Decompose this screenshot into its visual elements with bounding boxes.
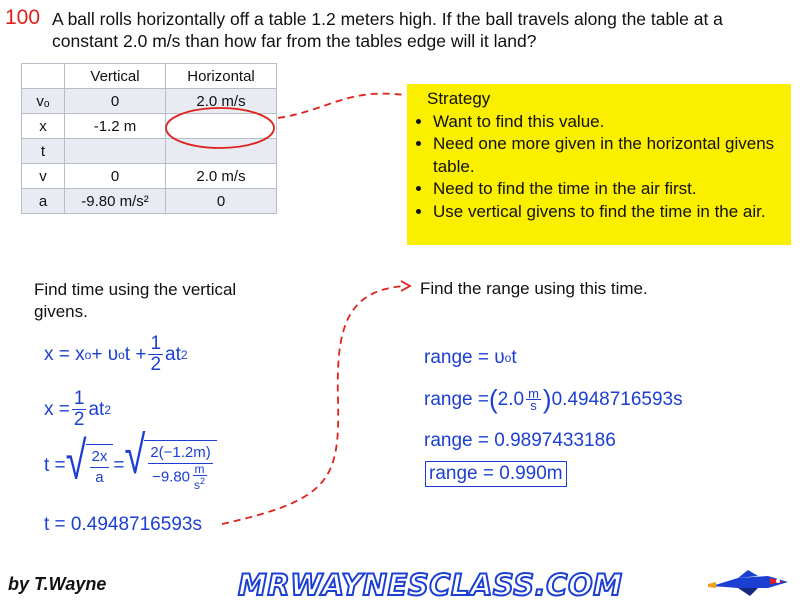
eq-subscript: o (504, 351, 512, 365)
vertical-cell: 0 (65, 89, 166, 114)
eq-subscript: o (118, 347, 125, 362)
kinematic-equation (44, 334, 188, 375)
eq-text: x = (44, 398, 70, 420)
time-result: t = 0.4948716593s (44, 514, 202, 535)
highlight-ellipse (164, 106, 276, 150)
problem-text: A ball rolls horizontally off a table 1.2 meters high. If the ball travels along the table at a constant 2.0 m/s than how far from the tables edge will it land? (52, 9, 723, 51)
half-fraction (72, 389, 87, 430)
boxed-answer: range = 0.990m (425, 461, 567, 487)
numerator: 1 (73, 388, 85, 409)
range-value: range = 0.9897433186 (424, 430, 616, 451)
range-answer (425, 461, 567, 487)
sqrt-expression (65, 431, 114, 491)
eq-text: t = (44, 454, 66, 476)
vertical-cell (65, 139, 166, 164)
horizontal-cell: 2.0 m/s (166, 89, 277, 114)
unit-fraction (526, 388, 541, 411)
strategy-bullet: • Use vertical givens to find the time in the air. (433, 201, 783, 224)
strategy-title: Strategy (427, 89, 491, 108)
table-row (22, 164, 277, 189)
exponent: 2 (200, 476, 206, 486)
eq-text: at (88, 398, 105, 420)
radical-sign: √ (65, 431, 87, 491)
strategy-bullet: • Need to find the time in the air first. (433, 178, 783, 201)
half-fraction (148, 334, 163, 375)
author-credit: by T.Wayne (8, 574, 107, 594)
numerator: 1 (150, 333, 162, 354)
row-label: x (22, 114, 65, 139)
strategy-list (413, 111, 783, 224)
rocket-icon (708, 568, 794, 598)
table-header-cell: Horizontal (166, 64, 277, 89)
range-substitution (424, 384, 683, 415)
eq-text: t (511, 347, 517, 368)
eq-text: x = x (44, 343, 85, 365)
numerator: 2(−1.2m) (148, 443, 212, 464)
range-equation (424, 347, 517, 369)
table-header-cell: Vertical (65, 64, 166, 89)
denominator: 2 (150, 354, 162, 375)
denominator (150, 464, 211, 491)
eq-text: range = υ (424, 347, 505, 368)
horizontal-cell: 0 (166, 189, 277, 214)
vertical-cell: 0 (65, 164, 166, 189)
eq-text: = (113, 454, 125, 476)
open-paren: ( (488, 384, 498, 414)
fraction (148, 443, 212, 491)
strategy-box (407, 84, 791, 245)
left-heading: Find time using the vertical givens. (34, 280, 237, 321)
strategy-bullet: • Want to find this value. (433, 111, 783, 134)
site-logo: MRWAYNESCLASS.COM (238, 568, 623, 602)
eq-text: + υ (91, 343, 119, 365)
denominator: 2 (73, 409, 85, 430)
eq-text: at (165, 343, 181, 365)
table-row (22, 189, 277, 214)
exponent: 2 (180, 347, 188, 362)
vertical-cell: -9.80 m/s² (65, 189, 166, 214)
table-header-cell (22, 64, 65, 89)
eq-text: 2.0 (497, 388, 525, 410)
numerator: 2x (90, 447, 110, 468)
table-header-row (22, 64, 277, 89)
sqrt-body (86, 444, 114, 488)
row-label: a (22, 189, 65, 214)
exponent: 2 (104, 402, 111, 417)
eq-text: range = (424, 388, 489, 410)
vertical-cell: -1.2 m (65, 114, 166, 139)
strategy-bullet: • Need one more given in the horizontal givens table. (433, 133, 783, 178)
eq-text: s (194, 478, 201, 492)
row-label: v (22, 164, 65, 189)
time-equation (44, 427, 217, 492)
close-paren: ) (542, 384, 552, 414)
fraction (90, 447, 110, 488)
denominator (192, 476, 207, 491)
right-heading: Find the range using this time. (420, 279, 648, 298)
radical-sign: √ (124, 427, 146, 486)
numerator: m (194, 462, 205, 476)
sqrt-expression (124, 427, 216, 492)
eq-subscript: o (84, 347, 92, 362)
numerator: m (528, 386, 539, 401)
row-label: t (22, 139, 65, 164)
eq-text: −9.80 (152, 468, 191, 486)
unit-fraction (192, 464, 207, 491)
sqrt-body (144, 440, 216, 491)
eq-text: 0.4948716593s (551, 388, 683, 410)
denominator: s (530, 398, 537, 413)
horizontal-cell: 2.0 m/s (166, 164, 277, 189)
row-label: vₒ (22, 89, 65, 114)
problem-number: 100 (5, 6, 41, 29)
denominator: a (95, 468, 104, 486)
simplified-equation (44, 389, 111, 430)
eq-text: t + (124, 343, 147, 365)
